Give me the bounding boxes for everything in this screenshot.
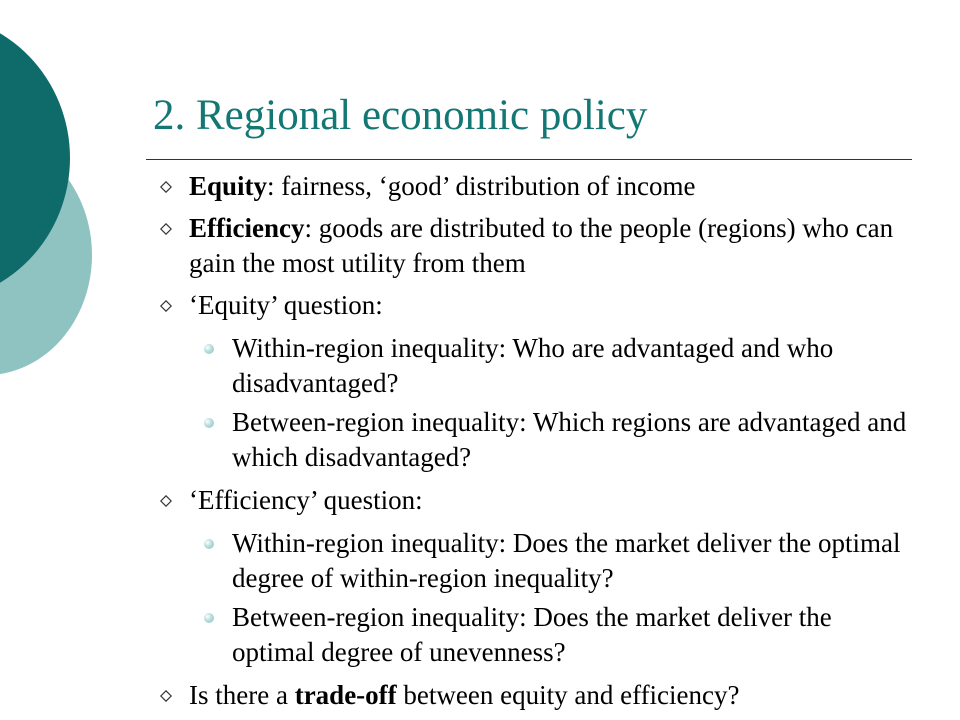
diamond-outline-icon (160, 181, 172, 193)
sub-item-within-region-efficiency: Within-region inequality: Does the market deliver the optimal degree of within-region inequality? (232, 528, 901, 593)
bullet-item-efficiency (189, 211, 909, 281)
slide-title: 2. Regional economic policy (153, 92, 648, 139)
sub-item-within-region-equity: Within-region inequality: Who are advantaged and who disadvantaged? (232, 333, 834, 398)
sub-item-between-region-equity: Between-region inequality: Which regions are advantaged and which disadvantaged? (232, 407, 907, 472)
term-equity: Equity (189, 171, 268, 201)
bullet-text: : goods are distributed to the people (regions) who can gain the most utility from them (189, 213, 894, 278)
bullet-item-trade-off (189, 678, 909, 713)
bullet-item-efficiency-question: ‘Efficiency’ question: (189, 485, 423, 515)
term-efficiency: Efficiency (189, 213, 305, 243)
sub-item-between-region-efficiency: Between-region inequality: Does the market deliver the optimal degree of unevenness? (232, 602, 832, 667)
bullet-text: between equity and efficiency? (396, 680, 740, 710)
circle-bullet-icon (204, 613, 214, 623)
title-divider (146, 159, 912, 160)
circle-bullet-icon (204, 539, 214, 549)
term-trade-off: trade-off (294, 680, 397, 710)
bullet-text: : fairness, ‘good’ distribution of income (267, 171, 696, 201)
diamond-outline-icon (160, 690, 172, 702)
diamond-outline-icon (160, 223, 172, 235)
diamond-outline-icon (160, 495, 172, 507)
bullet-item-equity-question: ‘Equity’ question: (189, 290, 383, 320)
bullet-item-equity (189, 169, 909, 204)
circle-bullet-icon (204, 418, 214, 428)
circle-bullet-icon (204, 344, 214, 354)
diamond-outline-icon (160, 300, 172, 312)
bullet-text: Is there a (189, 680, 295, 710)
